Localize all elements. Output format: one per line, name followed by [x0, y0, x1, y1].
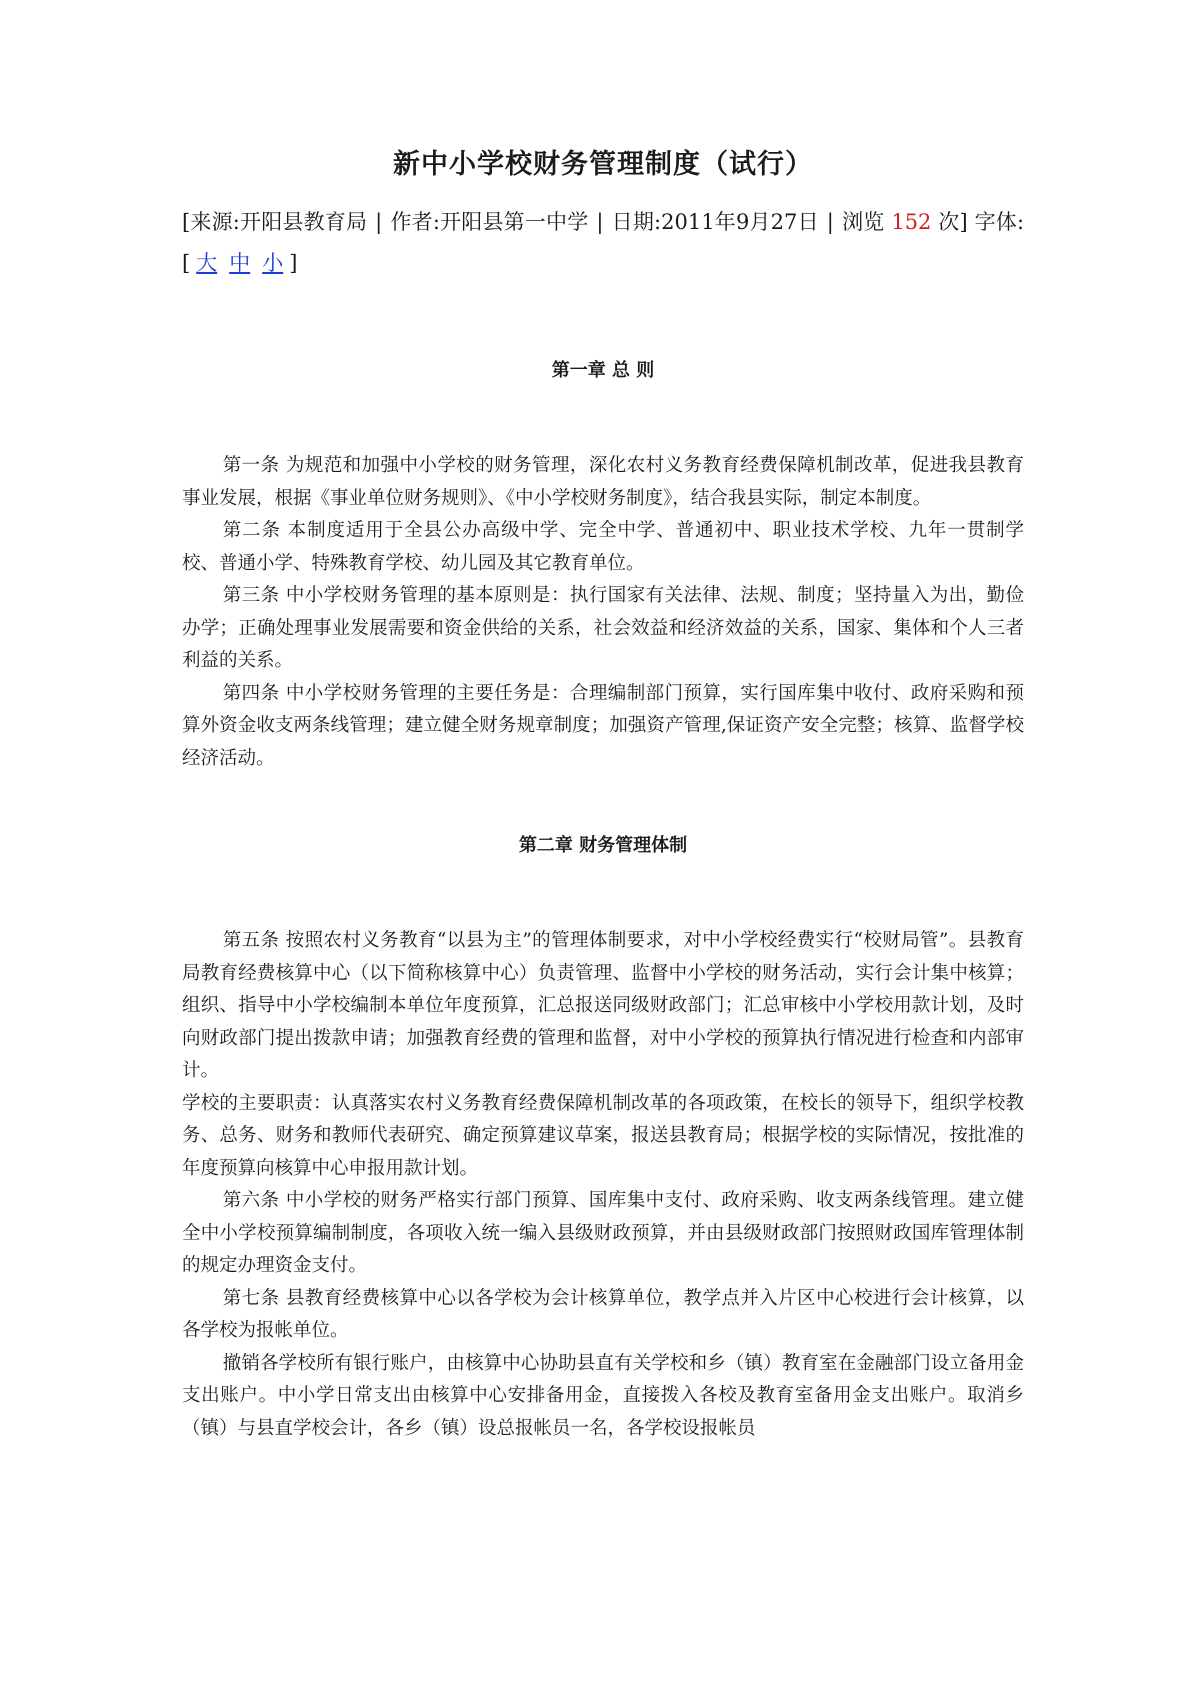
view-count: 152	[891, 210, 932, 234]
meta-views-prefix: 浏览	[841, 210, 885, 234]
document-page	[182, 145, 1024, 1445]
font-small-link[interactable]: 小	[262, 251, 284, 275]
article-paragraph: 撤销各学校所有银行账户，由核算中心协助县直有关学校和乡（镇）教育室在金融部门设立备用金支出账户。中小学日常支出由核算中心安排备用金，直接拨入各校及教育室备用金支出账户。取消乡（镇）与县直学校会计，各乡（镇）设总报帐员一名，各学校设报帐员	[182, 1352, 1024, 1439]
meta-open-bracket: [	[182, 210, 191, 234]
font-large-link[interactable]: 大	[196, 251, 218, 275]
article-paragraph: 第五条 按照农村义务教育“以县为主”的管理体制要求，对中小学校经费实行“校财局管”。县教育局教育经费核算中心（以下简称核算中心）负责管理、监督中小学校的财务活动，实行会计集中核算；组织、指导中小学校编制本单位年度预算，汇总报送同级财政部门；汇总审核中小学校用款计划，及时向财政部门提出拨款申请；加强教育经费的管理和监督，对中小学校的预算执行情况进行检查和内部审计。	[182, 930, 1024, 1081]
font-medium-link[interactable]: 中	[229, 251, 251, 275]
meta-author: 作者:开阳县第一中学	[390, 210, 589, 234]
article-paragraph: 第四条 中小学校财务管理的主要任务是：合理编制部门预算，实行国库集中收付、政府采购和预算外资金收支两条线管理；建立健全财务规章制度；加强资产管理,保证资产安全完整；核算、监督学校经济活动。	[182, 682, 1024, 769]
article-paragraph: 学校的主要职责：认真落实农村义务教育经费保障机制改革的各项政策，在校长的领导下，组织学校教务、总务、财务和教师代表研究、确定预算建议草案，报送县教育局；根据学校的实际情况，按批准的年度预算向核算中心申报用款计划。	[182, 1092, 1024, 1179]
meta-date: 日期:2011年9月27日	[611, 210, 819, 234]
article-paragraph: 第二条 本制度适用于全县公办高级中学、完全中学、普通初中、职业技术学校、九年一贯制学校、普通小学、特殊教育学校、幼儿园及其它教育单位。	[182, 520, 1024, 574]
document-title: 新中小学校财务管理制度（试行）	[393, 149, 813, 180]
article-meta	[182, 202, 1024, 284]
meta-separator: |	[596, 210, 604, 234]
article-paragraph: 第七条 县教育经费核算中心以各学校为会计核算单位，教学点并入片区中心校进行会计核算，以各学校为报帐单位。	[182, 1287, 1024, 1341]
meta-source: 来源:开阳县教育局	[190, 210, 368, 234]
meta-separator: |	[375, 210, 383, 234]
font-size-label: 字体:[	[182, 210, 1025, 275]
article-paragraph: 第一条 为规范和加强中小学校的财务管理，深化农村义务教育经费保障机制改革，促进我县教育事业发展，根据《事业单位财务规则》、《中小学校财务制度》，结合我县实际，制定本制度。	[182, 455, 1024, 509]
chapter-heading: 第一章 总 则	[551, 360, 655, 381]
article-paragraph: 第六条 中小学校的财务严格实行部门预算、国库集中支付、政府采购、收支两条线管理。建立健全中小学校预算编制制度，各项收入统一编入县级财政预算，并由县级财政部门按照财政国库管理体制的规定办理资金支付。	[182, 1190, 1024, 1276]
meta-close-bracket: ]	[289, 251, 298, 275]
article-paragraph: 第三条 中小学校财务管理的基本原则是：执行国家有关法律、法规、制度；坚持量入为出，勤俭办学；正确处理事业发展需要和资金供给的关系，社会效益和经济效益的关系，国家、集体和个人三者利益的关系。	[182, 585, 1024, 671]
meta-views-suffix: 次]	[938, 210, 968, 234]
meta-separator: |	[826, 210, 834, 234]
chapter-heading: 第二章 财务管理体制	[518, 835, 688, 856]
